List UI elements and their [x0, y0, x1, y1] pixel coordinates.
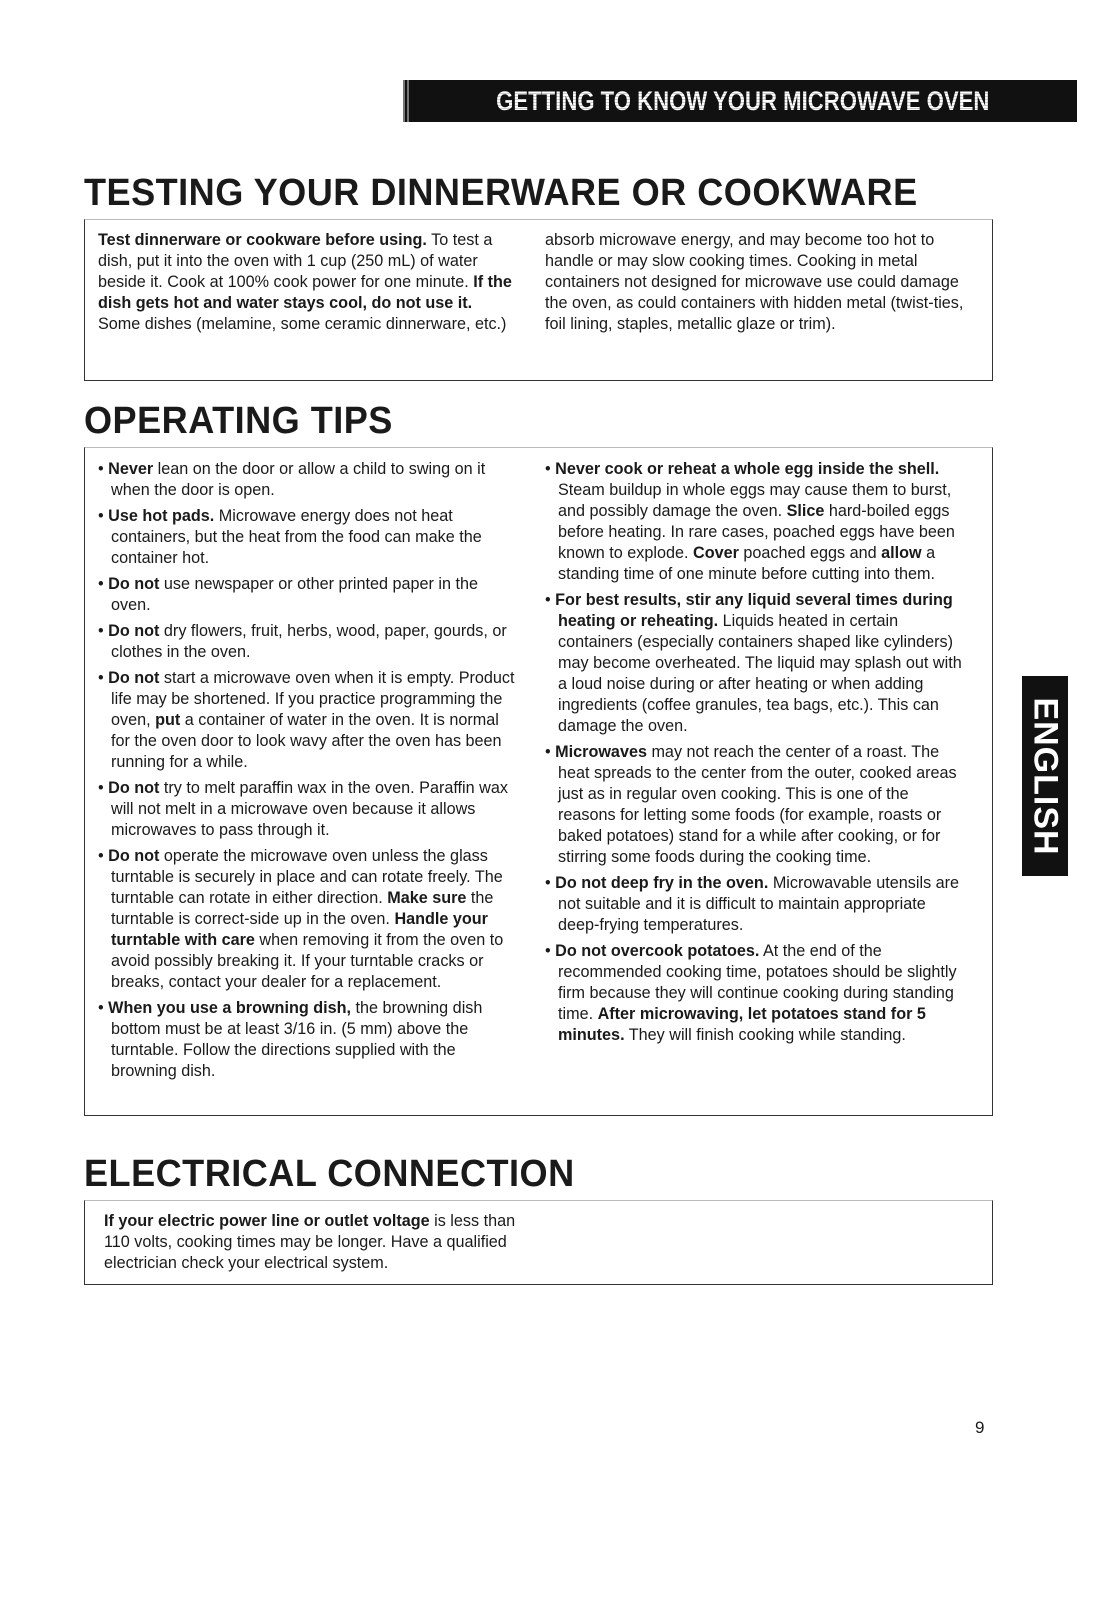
- testing-right-column: [545, 230, 965, 339]
- tips-left-column: [98, 459, 518, 1087]
- tip-item: • When you use a browning dish, the browning dish bottom must be at least 3/16 in. (5 mm) above the turntable. Follow the directions supplied with the browning dish.: [98, 999, 483, 1080]
- tip-item: • Never lean on the door or allow a child to swing on it when the door is open.: [98, 460, 486, 499]
- testing-left-paragraph: Test dinnerware or cookware before using. To test a dish, put it into the oven with 1 cup (250 mL) of water beside it. Cook at 100% cook power for one minute. If the dish gets hot and water stays cool, do not use it. Some dishes (melamine, some ceramic dinnerware, etc.): [98, 231, 512, 333]
- testing-left-column: [98, 230, 513, 339]
- electrical-heading: ELECTRICAL CONNECTION: [84, 1153, 575, 1195]
- electrical-column: [104, 1211, 544, 1278]
- tip-item: • Do not start a microwave oven when it is empty. Product life may be shortened. If you practice programming the oven, put a container of water in the oven. It is normal for the oven door to look wavy after the oven has been running for a while.: [98, 669, 515, 771]
- header-banner: [403, 80, 1077, 122]
- page-number: 9: [975, 1418, 985, 1437]
- electrical-paragraph: If your electric power line or outlet voltage is less than 110 volts, cooking times may be longer. Have a qualified electrician check your electrical system.: [104, 1212, 516, 1272]
- tip-item: • For best results, stir any liquid several times during heating or reheating. Liquids heated in certain containers (especially containers shaped like cylinders) may become overheated. The liquid may splash out with a loud noise during or after heating or when adding ingredients (coffee granules, tea bags, etc.). This can damage the oven.: [545, 591, 962, 735]
- tip-item: • Never cook or reheat a whole egg inside the shell. Steam buildup in whole eggs may cause them to burst, and possibly damage the oven. Slice hard-boiled eggs before heating. In rare cases, poached eggs have been known to explode. Cover poached eggs and allow a standing time of one minute before cutting into them.: [545, 460, 955, 583]
- tip-item: • Do not use newspaper or other printed paper in the oven.: [98, 575, 478, 614]
- tip-item: • Do not overcook potatoes. At the end of the recommended cooking time, potatoes should be slightly firm because they will continue cooking during standing time. After microwaving, let potatoes stand for 5 minutes. They will finish cooking while standing.: [545, 942, 957, 1044]
- language-side-tab: [1022, 676, 1068, 876]
- tip-item: • Do not deep fry in the oven. Microwavable utensils are not suitable and it is difficult to maintain appropriate deep-frying temperatures.: [545, 874, 960, 934]
- tip-item: • Microwaves may not reach the center of a roast. The heat spreads to the center from the outer, cooked areas just as in regular oven cooking. This is one of the reasons for letting some foods (for example, roasts or baked potatoes) stand for a while after cooking, or for stirring some foods during the cooking time.: [545, 743, 957, 866]
- tip-item: • Use hot pads. Microwave energy does not heat containers, but the heat from the food can make the container hot.: [98, 507, 482, 567]
- testing-heading: TESTING YOUR DINNERWARE OR COOKWARE: [84, 172, 918, 214]
- side-tab-label: ENGLISH: [1026, 696, 1065, 856]
- tips-heading: OPERATING TIPS: [84, 400, 393, 442]
- tips-right-column: [545, 459, 970, 1051]
- header-banner-text: GETTING TO KNOW YOUR MICROWAVE OVEN: [496, 85, 990, 116]
- tip-item: • Do not operate the microwave oven unless the glass turntable is securely in place and can rotate freely. The turntable can rotate in either direction. Make sure the turntable is correct-side up in the oven. Handle your turntable with care when removing it from the oven to avoid possibly breaking it. If your turntable cracks or breaks, contact your dealer for a replacement.: [98, 847, 504, 991]
- tip-item: • Do not dry flowers, fruit, herbs, wood, paper, gourds, or clothes in the oven.: [98, 622, 507, 661]
- tip-item: • Do not try to melt paraffin wax in the oven. Paraffin wax will not melt in a microwave oven because it allows microwaves to pass through it.: [98, 779, 508, 839]
- testing-right-paragraph: absorb microwave energy, and may become too hot to handle or may slow cooking times. Cooking in metal containers not designed for microwave use could damage the oven, as could containers with hidden metal (twist-ties, foil lining, staples, metallic glaze or trim).: [545, 231, 964, 333]
